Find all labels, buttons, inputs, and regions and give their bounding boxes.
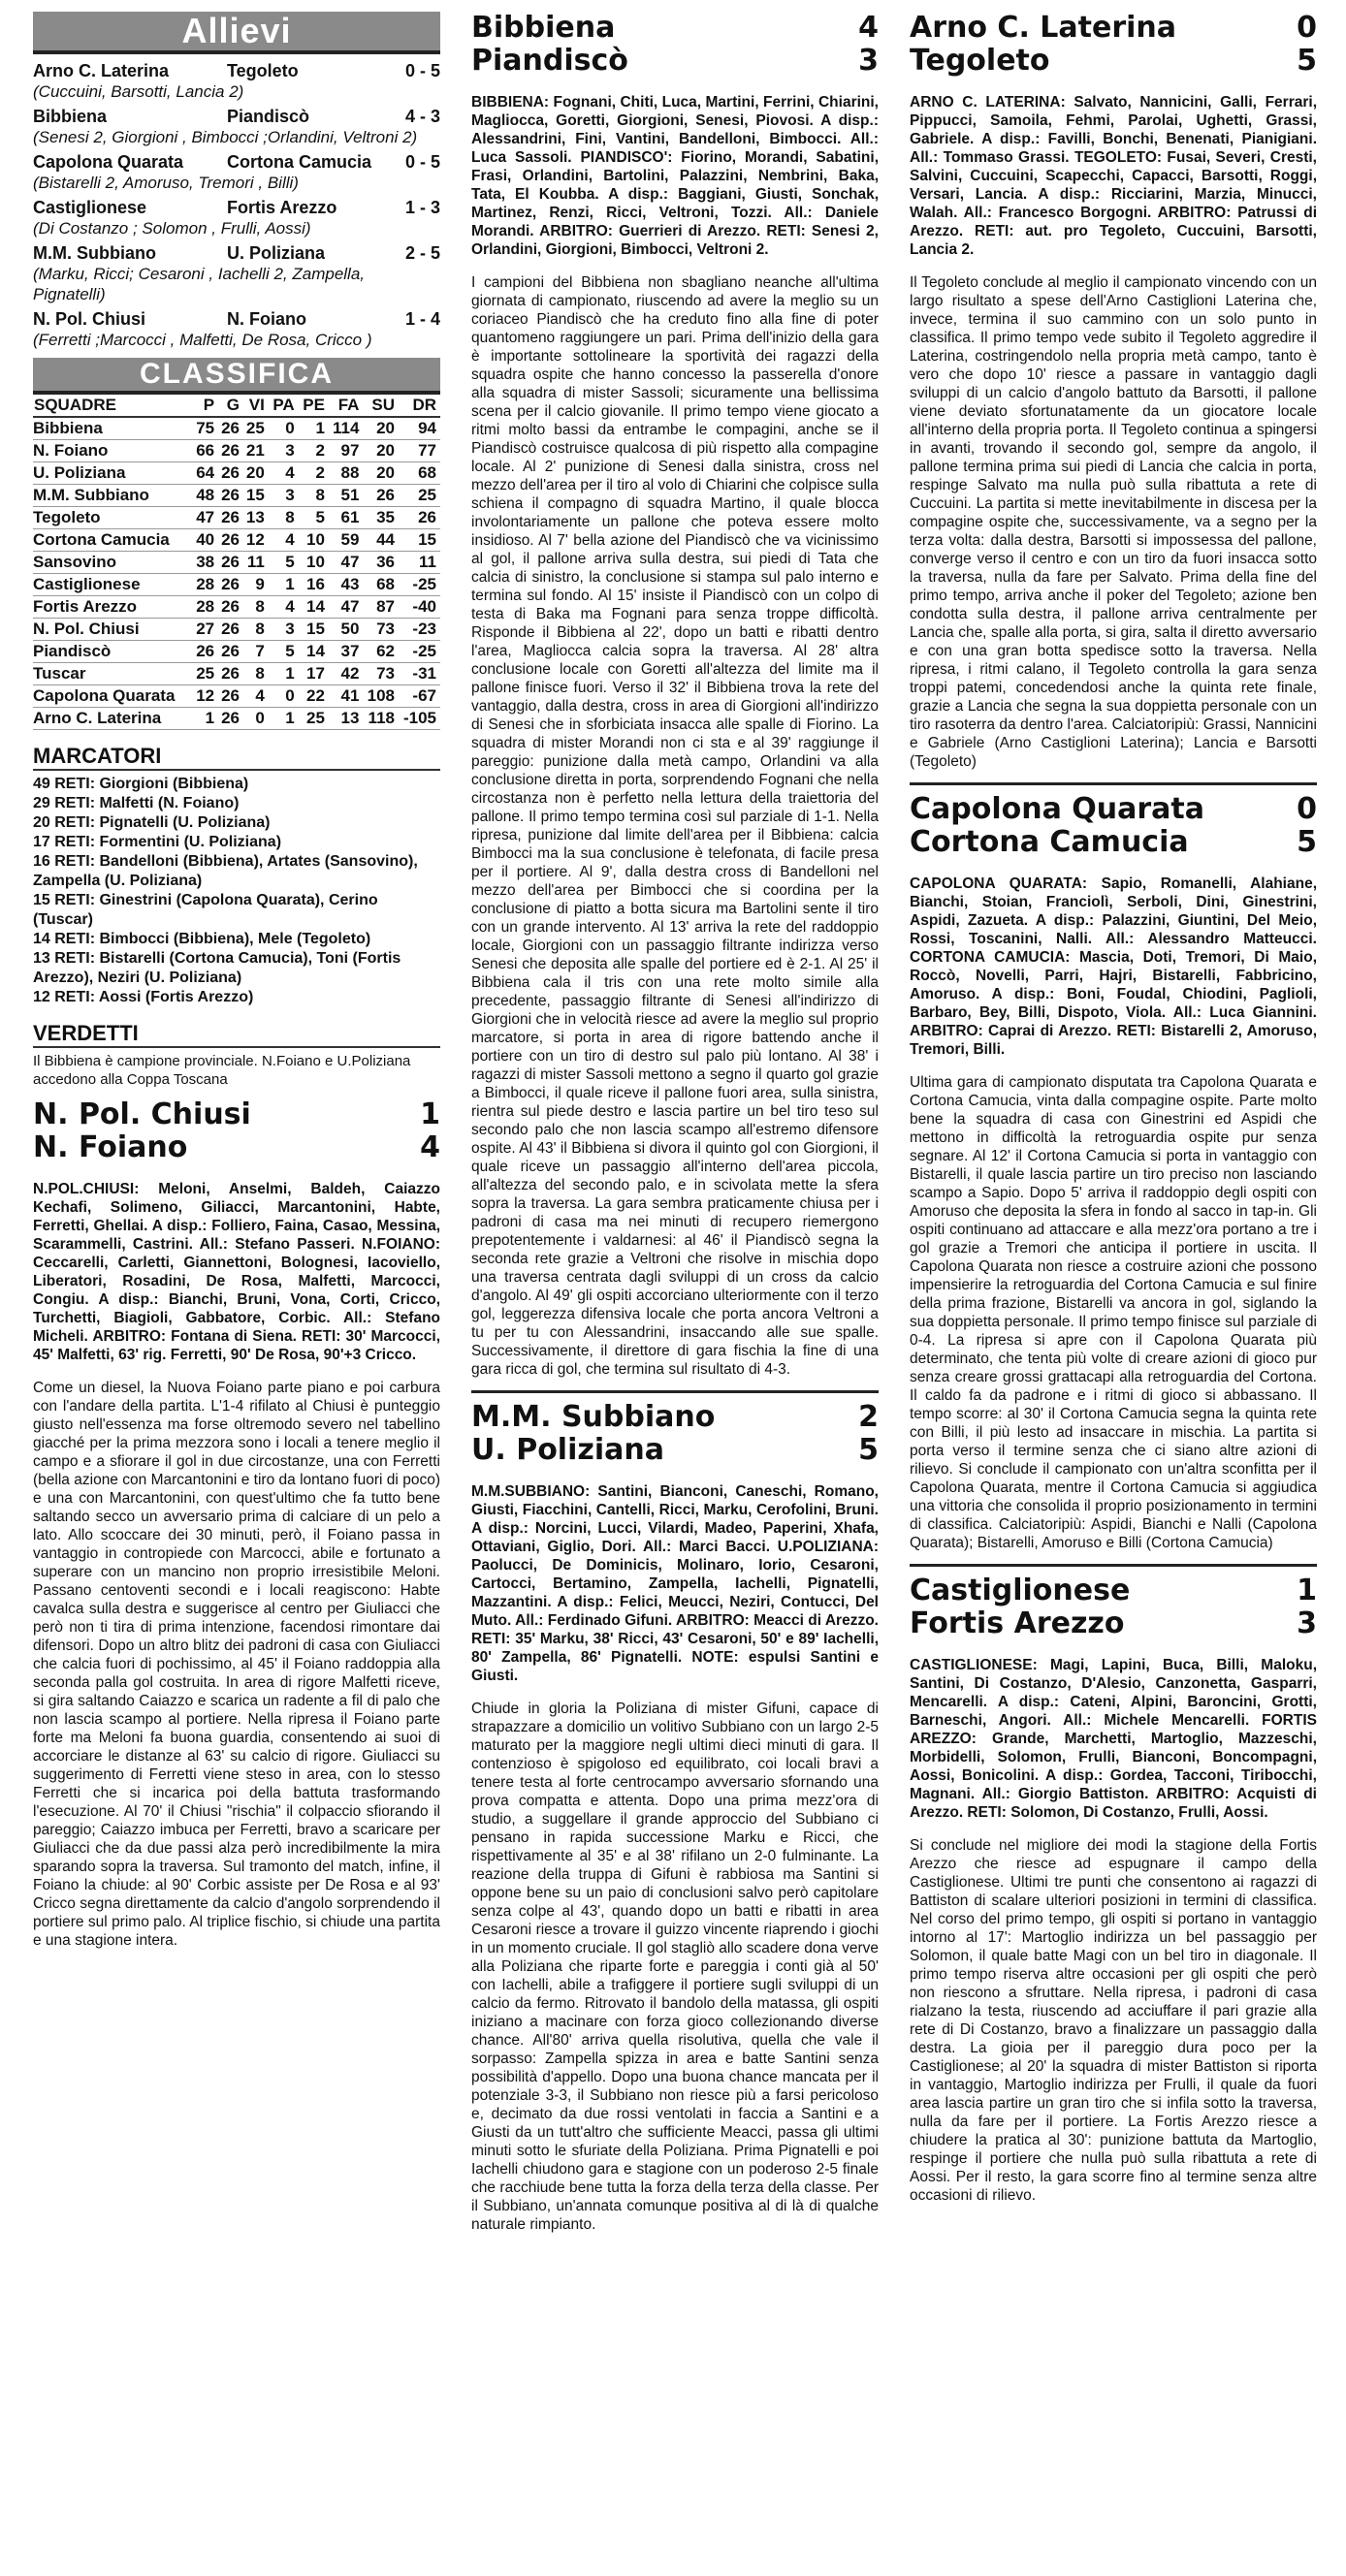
away-team: Piandiscò (227, 107, 310, 126)
standings-cell: 26 (218, 708, 243, 730)
marcatore-line: 13 RETI: Bistarelli (Cortona Camucia), Toni (Fortis Arezzo), Neziri (U. Poliziana) (33, 950, 401, 986)
match-chiusi-foiano (33, 1098, 440, 1950)
match-laterina-tegoleto (910, 12, 1317, 771)
standings-cell: Bibbiena (33, 417, 193, 440)
standings-cell: 8 (243, 663, 269, 685)
standings-row (33, 619, 440, 641)
match-lineup: N.POL.CHIUSI: Meloni, Anselmi, Baldeh, Caiazzo Kechafi, Solimeno, Giliacci, Marcantonini, Habte, Ferretti, Ghellai. A disp.: Folliero, Faina, Casao, Messina, Scarammelli, Castrini. All.: Stefano Passeri. N.FOIANO: Ceccarelli, Carletti, Giannettoni, Bolognesi, Iacoviello, Liberatori, Rosadini, De Rosa, Malfetti, Marcocci, Congiu. A disp.: Bianchi, Bruni, Vona, Corti, Cricco, Turchetti, Biagioli, Gabbatore, Corbic. All.: Stefano Micheli. ARBITRO: Fontana di Siena. RETI: 30' Marcocci, 45' Malfetti, 63' rig. Ferretti, 90' De Rosa, 90'+3 Cricco. (33, 1180, 440, 1363)
column-3 (910, 12, 1317, 2205)
standings-cell: Cortona Camucia (33, 529, 193, 552)
standings-cell: 8 (243, 596, 269, 619)
match-subbiano-poliziana (471, 1401, 879, 2234)
match-report: I campioni del Bibbiena non sbagliano neanche all'ultima giornata di campionato, riuscendo ad avere la meglio su un coriaceo Piandiscò che ha creduto fino alla fine di poter quantomeno raggiungere un pari. Prima dell'inizio della gara è importante sottolineare la sportività dei ragazzi della squadra ospite che hanno concesso la passerella d'onore alla squadra di mister Sassoli; sicuramente una bellissima scena per il calcio giovanile. Il primo tempo viene giocato a ritmi molto bassi da entrambe le compagini, anche se il Piandiscò costruisce qualcosa di più rispetto alla compagine locale. Al 2' punizione di Senesi dalla sinistra, cross nel mezzo dell'area per il tiro al volo di Chiarini che colpisce sulla schiena il compagno di squadra Martino, il quale blocca involontariamente un pallone che poteva essere molto insidioso. Al 7' bella azione del Piandiscò che va vicinissimo al gol, il pallone arriva sulla destra, sui piedi di Tata che calcia di sinistro, la conclusione si stampa sul palo interno e termina sul fondo. Al 15' insiste il Piandiscò con un colpo di testa di Baka ma Fognani para senza troppe difficoltà. Risponde il Bibbiena al 22', dopo un batti e ribatti dentro l'area, Magliocca calcia sopra la traversa. Al 28' altra conclusione locale con Goretti all'altezza del limite ma il pallone finisce fuori. Verso il 32' il Bibbiena trova la rete del vantaggio, dalla destra, cross in area di Giorgioni all'indirizzo di Senesi che in sforbiciata insacca alle spalle di Fiorino. La squadra di mister Morandi non ci sta e al 39' raggiunge il pareggio: punizione dalla metà campo, Orlandini va alla conclusione diretta in porta, sorprendendo Fognani che nella circostanza non è perfetto nella lettura della traiettoria del pallone. Il primo tempo termina così sul parziale di 1-1. Nella ripresa, punizione dal limite dell'area per il Bibbiena: calcia Bimbocci ma la sua conclusione è telefonata, di facile presa per il portiere. Al 9', dalla destra cross di Bandelloni nel mezzo dell'area per Bimbocci che si coordina per la conclusione di piatto a botta sicura ma Bartolini sente il tiro con un grande intervento. Al 13' arriva la rete del raddoppio locale, Giorgioni con un passaggio filtrante indirizza verso Senesi che deposita alle spalle del portiere ed è 2-1. Al 25' il Bibbiena cala il tris con una rete molto simile alla precedente, passaggio filtrante di Senesi all'indirizzo di Giorgioni che in velocità riesce ad avere la meglio sul proprio marcatore, si porta in area di rigore battendo anche il portiere con un tiro di destro sul palo più lontano. Al 38' i ragazzi di mister Sassoli mettono a segno il quarto gol grazie a Bimbocci, il quale riceve il pallone fuori area, sulla sinistra, rientra sul piede destro e lascia partire un bel tiro teso sul secondo palo che non lascia scampo all'estremo difensore ospite. Al 43' il Bibbiena si divora il quinto gol con Giorgioni, il quale riceve un passaggio all'interno dell'area piccola, all'altezza del secondo palo, e in scivolata mette la sfera sopra la traversa. La gara sembra praticamente chiusa per i padroni di casa ma nei minuti di recupero riemergono prepotentemente i valdarnesi: al 46' il Piandiscò segna la seconda rete grazie a Veltroni che risolve in mischia dopo una traversa centrata dagli sviluppi di un cross da calcio d'angolo. Al 49' gli ospiti accorciano ulteriormente con il terzo gol, leggerezza difensiva locale che porta ancora Veltroni a tu per tu con Alessandrini, insaccando alle sue spalle. Successivamente, il direttore di gara fischia la fine di una gara ricca di gol, che termina sul risultato di 4-3. (471, 274, 879, 1378)
standings-cell: 3 (269, 485, 299, 507)
standings-cell: 4 (269, 529, 299, 552)
match-lineup: ARNO C. LATERINA: Salvato, Nannicini, Galli, Ferrari, Pippucci, Samoila, Fehmi, Parolai, Ughetti, Grassi, Gabriele. A disp.: Favilli, Bonchi, Benenati, Pianigiani. All.: Tommaso Grassi. TEGOLETO: Fusai, Severi, Cresti, Salvini, Cuccuini, Scapecchi, Capacci, Barsotti, Roggi, Versari, Lancia. A disp.: Ricciarini, Marzia, Minucci, Walah. All.: Francesco Borgogni. ARBITRO: Patrussi di Arezzo. RETI: aut. pro Tegoleto, Cuccuini, Barsotti, Lancia 2. (910, 93, 1317, 258)
standings-cell: 47 (329, 552, 363, 574)
match-score-home: N. Pol. Chiusi 1 (33, 1097, 440, 1131)
standings-cell: 40 (193, 529, 218, 552)
standings-row (33, 552, 440, 574)
standings-cell: 10 (299, 552, 329, 574)
standings-cell: 26 (218, 440, 243, 462)
result-scorers: (Marku, Ricci; Cesaroni , Iachelli 2, Zampella, Pignatelli) (33, 265, 366, 303)
match-score-away: Tegoleto 5 (910, 44, 1317, 78)
standings-row (33, 708, 440, 730)
standings-row (33, 641, 440, 663)
standings-row (33, 685, 440, 708)
standings-cell: 12 (243, 529, 269, 552)
standings-cell: 0 (269, 417, 299, 440)
standings-cell: 25 (243, 417, 269, 440)
standings-cell: 51 (329, 485, 363, 507)
match-score-away: U. Poliziana 5 (471, 1433, 879, 1467)
home-team: N. Pol. Chiusi (33, 309, 146, 329)
standings-cell: 26 (218, 663, 243, 685)
standings-cell: 21 (243, 440, 269, 462)
standings-cell: 11 (243, 552, 269, 574)
standings-cell: 11 (399, 552, 440, 574)
marcatore-line: 14 RETI: Bimbocci (Bibbiena), Mele (Tegoleto) (33, 931, 371, 947)
standings-cell: 5 (299, 507, 329, 529)
standings-cell: 1 (193, 708, 218, 730)
match-report: Come un diesel, la Nuova Foiano parte piano e poi carbura con l'andare della partita. L'1-4 rifilato al Chiusi è punteggio giusto nell'essenza ma forse oltremodo severo nel tabellino giacché per la prima mezzora sono i locali a tenere meglio il campo e a sfiorare il gol in due circostanze, una con Ferretti (bella azione con Marcantonini e tiro da lontano fuori di poco) e una con Marcantonini, con quest'ultimo che fa tutto bene saltando secco un avversario prima di calciare di un pelo a lato. Allo scoccare dei 30 minuti, però, il Foiano passa in vantaggio in contropiede con Marcocci, abile e fortunato a superare con un mancino non proprio irresistibile Meloni. Passano centoventi secondi e i locali reagiscono: Habte cavalca sulla destra e suggerisce al centro per Giuliacci che però non ti tira di prima intenzione, facendosi rimontare dai difensori. Dopo un altro blitz dei padroni di casa con Giuliacci che calcia fuori di pochissimo, al 45' il Foiano raddoppia alla seconda palla gol costruita. In area di rigore Malfetti riceve, si gira saltando Caiazzo e scarica un radente a fil di palo che non lascia scampo al portiere. Nella ripresa il Foiano parte forte ma Meloni fa buona guardia, consentendo ai suoi di accorciare le distanze al 63' su calcio di rigore. Giuliacci su suggerimento di Ferretti viene steso in area, con lo stesso Ferretti che si incarica poi della battuta trasformando l'esecuzione. Al 70' il Chiusi "rischia" il colpaccio sfiorando il pareggio; Caiazzo imbuca per Ferretti, bravo a scaricare per Giuliacci che da due passi alza però incredibilmente la mira sparando sopra la traversa. Sul tramonto del match, infine, il Foiano la chiude: al 90' Corbic assiste per De Rosa e al 93' Cricco segna direttamente da calcio d'angolo sorprendendo il portiere sul primo palo. Al triplice fischio, si chiude una partita e una stagione intera. (33, 1380, 440, 1949)
standings-cell: 68 (399, 462, 440, 485)
marcatore-line: 29 RETI: Malfetti (N. Foiano) (33, 795, 240, 811)
match-castiglionese-fortis (910, 1574, 1317, 2205)
standings-cell: Piandiscò (33, 641, 193, 663)
standings-cell: 4 (243, 685, 269, 708)
standings-cell: 64 (193, 462, 218, 485)
standings-cell: 73 (363, 663, 399, 685)
away-team: Fortis Arezzo (227, 198, 337, 217)
standings-cell: Sansovino (33, 552, 193, 574)
standings-cell: 1 (269, 574, 299, 596)
standings-cell: 0 (243, 708, 269, 730)
marcatore-line: 12 RETI: Aossi (Fortis Arezzo) (33, 989, 254, 1005)
standings-cell: 1 (299, 417, 329, 440)
result-scorers: (Cuccuini, Barsotti, Lancia 2) (33, 82, 244, 101)
standings-cell: 4 (269, 462, 299, 485)
standings-cell: 43 (329, 574, 363, 596)
standings-cell: 26 (218, 417, 243, 440)
standings-cell: 8 (299, 485, 329, 507)
match-lineup: M.M.SUBBIANO: Santini, Bianconi, Caneschi, Romano, Giusti, Fiacchini, Cantelli, Ricci, Marku, Cerofolini, Bruni. A disp.: Norcini, Lucci, Vilardi, Madeo, Paperini, Xhafa, Ottaviani, Giglio, Dori. All.: Marci Bacci. U.POLIZIANA: Paolucci, De Dominicis, Molinaro, Iorio, Cesaroni, Cartocci, Bertamino, Zampella, Iachelli, Pignatelli, Mazzantini. A disp.: Felici, Meucci, Neziri, Contucci, Del Muto. All.: Ferdinado Gifuni. ARBITRO: Meacci di Arezzo. RETI: 35' Marku, 38' Ricci, 43' Cesaroni, 50' e 89' Iachelli, 80' Zampella, 86' Pignatelli. NOTE: espulsi Santini e Giusti. (471, 1482, 879, 1684)
away-team: Tegoleto (227, 61, 299, 80)
home-team: Capolona Quarata (33, 152, 184, 172)
standings-cell: 20 (363, 417, 399, 440)
standings-cell: 1 (269, 663, 299, 685)
standings-cell: 1 (269, 708, 299, 730)
standings-cell: 3 (269, 619, 299, 641)
standings-cell: 14 (299, 596, 329, 619)
result-row (33, 60, 440, 81)
standings-header-cell: PA (269, 395, 299, 417)
match-lineup: BIBBIENA: Fognani, Chiti, Luca, Martini, Ferrini, Chiarini, Magliocca, Goretti, Giorgioni, Senesi, Piovosi. A disp.: Alessandrini, Fini, Vantini, Bandelloni, Bimbocci. All.: Luca Sassoli. PIANDISCO': Fiorino, Morandi, Sabatini, Frasi, Orlandini, Bartolini, Palazzini, Nembrini, Baka, Tata, El Koubba. A disp.: Baggiani, Giusti, Sonchak, Martinez, Renzi, Ricci, Veltroni, Tozzi. All.: Daniele Morandi. ARBITRO: Guerrieri di Arezzo. RETI: Senesi 2, Orlandini, Giorgioni, Bimbocci, Veltroni 2. (471, 93, 879, 258)
column-1 (33, 12, 440, 1950)
standings-cell: -23 (399, 619, 440, 641)
standings-header-cell: FA (329, 395, 363, 417)
standings-cell: 66 (193, 440, 218, 462)
standings-cell: 47 (193, 507, 218, 529)
standings-header-row (33, 395, 440, 417)
standings-cell: M.M. Subbiano (33, 485, 193, 507)
standings-cell: 88 (329, 462, 363, 485)
standings-row (33, 417, 440, 440)
match-report: Chiude in gloria la Poliziana di mister Gifuni, capace di strapazzare a domicilio un volitivo Subbiano con un largo 2-5 maturato per la maggiore negli ultimi dieci minuti di gara. Il contenzioso è spigoloso ed equilibrato, coi locali bravi a tenere testa al forte centrocampo avversario sfornando una prova compatta e attenta. Dopo una prima mezz'ora di studio, a suggellare il grande approccio del Subbiano ci pensano in rapida successione Marku e Ricci, che rispettivamente al 35' e al 38' rifilano un 2-0 fulminante. La reazione della truppa di Gifuni è rabbiosa ma Santini si oppone bene su un paio di conclusioni salvo però capitolare senza colpe al 43', quando dopo un batti e ribatti in area Cesaroni riesce a trovare il guizzo vincente riaprendo i giochi in un momento cruciale. Il gol stagliò allo scadere dona verve alla Poliziana che riparte forte e pareggia i conti già al 50' con Iachelli, abile a trafiggere il portiere sugli sviluppi di un calcio da fermo. Ritrovato il bandolo della matassa, gli ospiti iniziano a macinare con forza gioco collezionando diverse chance. All'80' arriva quella risolutiva, quella che vale il sorpasso: Zampella spizza in area e batte Santini senza possibilità d'appello. Dopo una buona chance mancata per il potenziale 3-3, il Subbiano non riesce più a farsi pericoloso e, decimato da due rossi ventolati in faccia a Santini e a Giusti da un tutt'altro che sufficiente Meacci, passa gli ultimi minuti sotto le sfuriate della Poliziana. Prima Pignatelli e poi Iachelli chiudono gara e stagione con un poderoso 2-5 finale che racchiude bene tutta la forza della terza della classe. Per il Subbiano, un'annata comunque positiva al di là di qualche naturale rimpianto. (471, 1701, 879, 2233)
standings-row (33, 507, 440, 529)
match-report: Si conclude nel migliore dei modi la stagione della Fortis Arezzo che riesce ad espugnare il campo della Castiglionese. Ultimi tre punti che consentono ai ragazzi di Battiston di scalare ulteriori posizioni in termini di classifica. Nel corso del primo tempo, gli ospiti si portano in vantaggio intorno al 17': Martoglio indirizza un bel passaggio per Solomon, il quale batte Magi con un bel tiro in diagonale. Il primo tempo riserva altre occasioni per gli ospiti che però non riescono a sfruttare. Nella ripresa, i padroni di casa rialzano la testa, riuscendo ad acciuffare il pari grazie alla rete di Di Costanzo, bravo a finalizzare un passaggio dalla destra. La gioia per il pareggio dura poco per la Castiglionese; al 20' la squadra di mister Battiston si riporta in vantaggio, Martoglio indirizza per Frulli, il quale da fuori area lascia partire un gran tiro che si infila sotto la traversa, nulla da fare per il portiere. La Fortis Arezzo riesce a chiudere la pratica al 30': punizione battuta da Martoglio, respinge il portiere che nulla può sulla ribattuta a rete di Aossi. Per il resto, la gara scorre fino al termine senza altre occasioni di rilievo. (910, 1837, 1317, 2204)
match-score-away: Piandiscò 3 (471, 44, 879, 78)
standings-cell: 26 (218, 619, 243, 641)
marcatore-line: 16 RETI: Bandelloni (Bibbiena), Artates (Sansovino), Zampella (U. Poliziana) (33, 853, 418, 889)
standings-cell: 44 (363, 529, 399, 552)
standings-cell: Fortis Arezzo (33, 596, 193, 619)
result-scorers: (Di Costanzo ; Solomon , Frulli, Aossi) (33, 219, 311, 238)
standings-cell: 94 (399, 417, 440, 440)
match-score-home: Capolona Quarata 0 (910, 792, 1317, 826)
standings-cell: 68 (363, 574, 399, 596)
standings-cell: N. Foiano (33, 440, 193, 462)
standings-cell: 26 (218, 529, 243, 552)
match-score-home: M.M. Subbiano 2 (471, 1400, 879, 1434)
marcatore-line: 15 RETI: Ginestrini (Capolona Quarata), Cerino (Tuscar) (33, 892, 378, 928)
home-team: Arno C. Laterina (33, 61, 170, 80)
standings-cell: 27 (193, 619, 218, 641)
standings-cell: 25 (193, 663, 218, 685)
standings-cell: 26 (193, 641, 218, 663)
standings-cell: 38 (193, 552, 218, 574)
standings-cell: 13 (329, 708, 363, 730)
match-lineup: CAPOLONA QUARATA: Sapio, Romanelli, Alahiane, Bianchi, Stoian, Franciolì, Serboli, Dini, Ginestrini, Aspidi, Zazueta. A disp.: Palazzini, Giuntini, Del Meio, Rossi, Toscanini, Nalli. All.: Alessandro Matteucci. CORTONA CAMUCIA: Mascia, Doti, Tremori, Di Maio, Roccò, Novelli, Parri, Hajri, Bistarelli, Fabbricino, Amoruso. A disp.: Boni, Foudal, Chiodini, Paglioli, Barbaro, Bey, Billi, Dispoto, Viola. All.: Luca Giannini. ARBITRO: Caprai di Arezzo. RETI: Bistarelli 2, Amoruso, Tremori, Billi. (910, 875, 1317, 1058)
standings-cell: -105 (399, 708, 440, 730)
standings-cell: Tegoleto (33, 507, 193, 529)
standings-cell: 42 (329, 663, 363, 685)
match-lineup: CASTIGLIONESE: Magi, Lapini, Buca, Billi, Maloku, Santini, Di Costanzo, D'Alesio, Canzonetta, Gasparri, Mencarelli. A disp.: Cateni, Alpini, Baroncini, Grotti, Barneschi, Angori. All.: Michele Mencarelli. FORTIS AREZZO: Grande, Marchetti, Martoglio, Mazzeschi, Morbidelli, Solomon, Frulli, Bianconi, Boncompagni, Aossi, Bonicolini. A disp.: Gordea, Tacconi, Tiribocchi, Magnani. All.: Giorgio Battiston. ARBITRO: Acquisti di Arezzo. RETI: Solomon, Di Costanzo, Frulli, Aossi. (910, 1656, 1317, 1821)
standings-cell: 7 (243, 641, 269, 663)
standings-cell: 0 (269, 685, 299, 708)
standings-cell: 26 (218, 507, 243, 529)
standings-cell: -67 (399, 685, 440, 708)
standings-cell: 25 (399, 485, 440, 507)
standings-cell: 48 (193, 485, 218, 507)
standings-cell: Arno C. Laterina (33, 708, 193, 730)
standings-cell: N. Pol. Chiusi (33, 619, 193, 641)
score: 1 - 3 (404, 198, 440, 217)
result-row (33, 197, 440, 218)
standings-cell: 3 (269, 440, 299, 462)
standings-cell: 118 (363, 708, 399, 730)
score: 4 - 3 (404, 107, 440, 126)
standings-cell: 28 (193, 596, 218, 619)
standings-header-cell: DR (399, 395, 440, 417)
standings-cell: -40 (399, 596, 440, 619)
standings-cell: 15 (399, 529, 440, 552)
score: 1 - 4 (404, 309, 440, 329)
standings-cell: 26 (218, 596, 243, 619)
standings-cell: 15 (243, 485, 269, 507)
verdetti-text: Il Bibbiena è campione provinciale. N.Foiano e U.Poliziana accedono alla Coppa Toscana (33, 1053, 411, 1088)
standings-cell: 9 (243, 574, 269, 596)
standings-cell: 41 (329, 685, 363, 708)
standings-cell: 8 (269, 507, 299, 529)
result-row (33, 151, 440, 173)
standings-cell: 12 (193, 685, 218, 708)
standings-cell: 2 (299, 440, 329, 462)
standings-cell: 35 (363, 507, 399, 529)
allievi-header: Allievi (33, 12, 440, 54)
standings-cell: 17 (299, 663, 329, 685)
standings-cell: 5 (269, 641, 299, 663)
standings-cell: 37 (329, 641, 363, 663)
standings-cell: 4 (269, 596, 299, 619)
standings-cell: 97 (329, 440, 363, 462)
standings-row (33, 440, 440, 462)
match-capolona-cortona (910, 793, 1317, 1552)
standings-cell: 36 (363, 552, 399, 574)
standings-cell: -31 (399, 663, 440, 685)
standings-row (33, 663, 440, 685)
standings-cell: -25 (399, 574, 440, 596)
standings-row (33, 462, 440, 485)
match-score-away: N. Foiano 4 (33, 1130, 440, 1164)
result-row (33, 242, 440, 264)
home-team: Castiglionese (33, 198, 147, 217)
standings-cell: 13 (243, 507, 269, 529)
standings-cell: Capolona Quarata (33, 685, 193, 708)
marcatori-title: MARCATORI (33, 744, 440, 771)
match-bibbiena-piandisco (471, 12, 879, 1379)
standings-cell: 73 (363, 619, 399, 641)
marcatore-line: 17 RETI: Formentini (U. Poliziana) (33, 834, 282, 850)
standings-cell: 26 (218, 485, 243, 507)
standings-cell: 8 (243, 619, 269, 641)
standings-cell: 5 (269, 552, 299, 574)
standings-cell: 114 (329, 417, 363, 440)
standings-cell: 26 (218, 641, 243, 663)
standings-cell: 2 (299, 462, 329, 485)
score: 0 - 5 (404, 152, 440, 172)
standings-cell: 10 (299, 529, 329, 552)
standings-cell: 26 (399, 507, 440, 529)
result-scorers: (Senesi 2, Giorgioni , Bimbocci ;Orlandini, Veltroni 2) (33, 128, 418, 146)
match-score-home: Castiglionese 1 (910, 1574, 1317, 1607)
standings-cell: U. Poliziana (33, 462, 193, 485)
standings-header-cell: SU (363, 395, 399, 417)
away-team: U. Poliziana (227, 243, 326, 263)
score: 0 - 5 (404, 61, 440, 80)
standings-table (33, 395, 440, 730)
standings-cell: 108 (363, 685, 399, 708)
standings-header-cell: SQUADRE (33, 395, 193, 417)
marcatore-line: 49 RETI: Giorgioni (Bibbiena) (33, 776, 249, 792)
standings-cell: 47 (329, 596, 363, 619)
standings-row (33, 529, 440, 552)
match-score-away: Fortis Arezzo 3 (910, 1606, 1317, 1640)
column-2 (471, 12, 879, 2234)
result-scorers: (Ferretti ;Marcocci , Malfetti, De Rosa, Cricco ) (33, 331, 372, 349)
home-team: M.M. Subbiano (33, 243, 156, 263)
standings-cell: 26 (218, 685, 243, 708)
classifica-header: CLASSIFICA (33, 358, 440, 395)
standings-cell: 26 (218, 552, 243, 574)
standings-cell: 28 (193, 574, 218, 596)
standings-cell: 14 (299, 641, 329, 663)
standings-cell: 75 (193, 417, 218, 440)
match-score-away: Cortona Camucia 5 (910, 825, 1317, 859)
standings-cell: 20 (363, 462, 399, 485)
standings-cell: 25 (299, 708, 329, 730)
standings-cell: 15 (299, 619, 329, 641)
standings-row (33, 574, 440, 596)
standings-header-cell: G (218, 395, 243, 417)
marcatori-list (33, 775, 440, 1007)
result-scorers: (Bistarelli 2, Amoruso, Tremori , Billi) (33, 174, 299, 192)
standings-cell: 26 (218, 574, 243, 596)
match-report: Ultima gara di campionato disputata tra Capolona Quarata e Cortona Camucia, vinta dalla compagine ospite. Parte molto bene la squadra di casa con Ginestrini ed Aspidi che mettono in difficoltà la retroguardia ospite pur senza segnare. Al 12' il Cortona Camucia si porta in vantaggio con Bistarelli, il quale lascia partire un tiro preciso non lasciando scampo a Sapio. Dopo 5' arriva il raddoppio degli ospiti con Amoruso che deposita la sfera in fondo al sacco in tap-in. Gli ospiti continuano ad attaccare e alla mezz'ora portano a tre i gol grazie a Tremori che anticipa il portiere in uscita. Il Capolona Quarata non riesce a costruire azioni che possono impensierire la retroguardia del Cortona Camucia e sul finire della prima frazione, Bistarelli va ancora in gol, siglando la sua doppietta personale. Il primo tempo finisce sul parziale di 0-4. La ripresa si apre con il Capolona Quarata più determinato, che tenta più volte di creare azioni di gioco pur senza creare grossi grattacapi alla retroguardia del Cortona. Il caldo fa da padrone e i ritmi di gioco si abbassano. Il tempo scorre: al 30' il Cortona Camucia segna la quinta rete con Billi, il più lesto ad insaccare in mischia. La partita si porta verso il termine senza che ci siano altre azioni di rilievo. Si conclude il campionato con un'altra sconfitta per il Capolona Quarata, mentre il Cortona Camucia si aggiudica una vittoria che consolida il proprio posizionamento in termini di classifica. Calciatoripiù: Aspidi, Bianchi e Nalli (Capolona Quarata); Bistarelli, Amoruso e Billi (Cortona Camucia) (910, 1074, 1317, 1551)
away-team: Cortona Camucia (227, 152, 372, 172)
match-score-home: Arno C. Laterina 0 (910, 11, 1317, 45)
standings-header-cell: VI (243, 395, 269, 417)
standings-row (33, 485, 440, 507)
standings-cell: 20 (363, 440, 399, 462)
standings-row (33, 596, 440, 619)
standings-cell: 87 (363, 596, 399, 619)
marcatore-line: 20 RETI: Pignatelli (U. Poliziana) (33, 814, 271, 831)
match-score-home: Bibbiena 4 (471, 11, 879, 45)
standings-header-cell: PE (299, 395, 329, 417)
match-report: Il Tegoleto conclude al meglio il campionato vincendo con un largo risultato a spese dell'Arno Castiglioni Laterina che, invece, termina il suo cammino con un solo punto in classifica. Il primo tempo vede subito il Tegoleto aggredire il Laterina, costringendolo nella propria metà campo, tanto è vero che dopo 10' riesce a passare in vantaggio dagli sviluppi di un calcio d'angolo battuto da Barsotti, il pallone viene deviato sfortunatamente da un giocatore locale all'interno della propria porta. Il Tegoleto continua a spingersi in avanti, trovando il secondo gol, sempre da angolo, il pallone termina prima sui piedi di Lancia che calcia in porta, respinge Salvato ma nulla può sulla ribattuta a rete di Cuccuini. La partita si mette inevitabilmente in discesa per la compagine ospite che, successivamente, va a segno per la terza volta: dalla destra, Barsotti si impossessa del pallone, converge verso il centro e con un tiro da fuori insacca sotto la traversa, nulla da fare per Salvato. Prima della fine del primo tempo, arriva anche il poker del Tegoleto; azione ben condotta sulla destra, il pallone arriva centralmente per Lancia che, spalle alla porta, si gira, salta il diretto avversario e con una gran botta spedisce sotto la traversa. Nella ripresa, i ritmi calano, il Tegoleto controlla la gara senza troppi patemi, concedendosi anche la quinta rete finale, grazie a Lancia che segna la sua doppietta personale con un tiro rasoterra da dentro l'area. Calciatoripiù: Grassi, Nannicini e Gabriele (Arno Castiglioni Laterina); Lancia e Barsotti (Tegoleto) (910, 274, 1317, 770)
standings-header-cell: P (193, 395, 218, 417)
standings-cell: Tuscar (33, 663, 193, 685)
results-list (33, 60, 440, 350)
away-team: N. Foiano (227, 309, 306, 329)
standings-cell: 22 (299, 685, 329, 708)
home-team: Bibbiena (33, 107, 108, 126)
standings-cell: 16 (299, 574, 329, 596)
standings-cell: 61 (329, 507, 363, 529)
score: 2 - 5 (404, 243, 440, 263)
standings-cell: 26 (218, 462, 243, 485)
result-row (33, 106, 440, 127)
standings-cell: 20 (243, 462, 269, 485)
standings-cell: Castiglionese (33, 574, 193, 596)
verdetti-title: VERDETTI (33, 1021, 440, 1048)
standings-cell: 26 (363, 485, 399, 507)
standings-cell: 59 (329, 529, 363, 552)
standings-cell: -25 (399, 641, 440, 663)
standings-cell: 77 (399, 440, 440, 462)
standings-cell: 62 (363, 641, 399, 663)
standings-cell: 50 (329, 619, 363, 641)
result-row (33, 308, 440, 330)
